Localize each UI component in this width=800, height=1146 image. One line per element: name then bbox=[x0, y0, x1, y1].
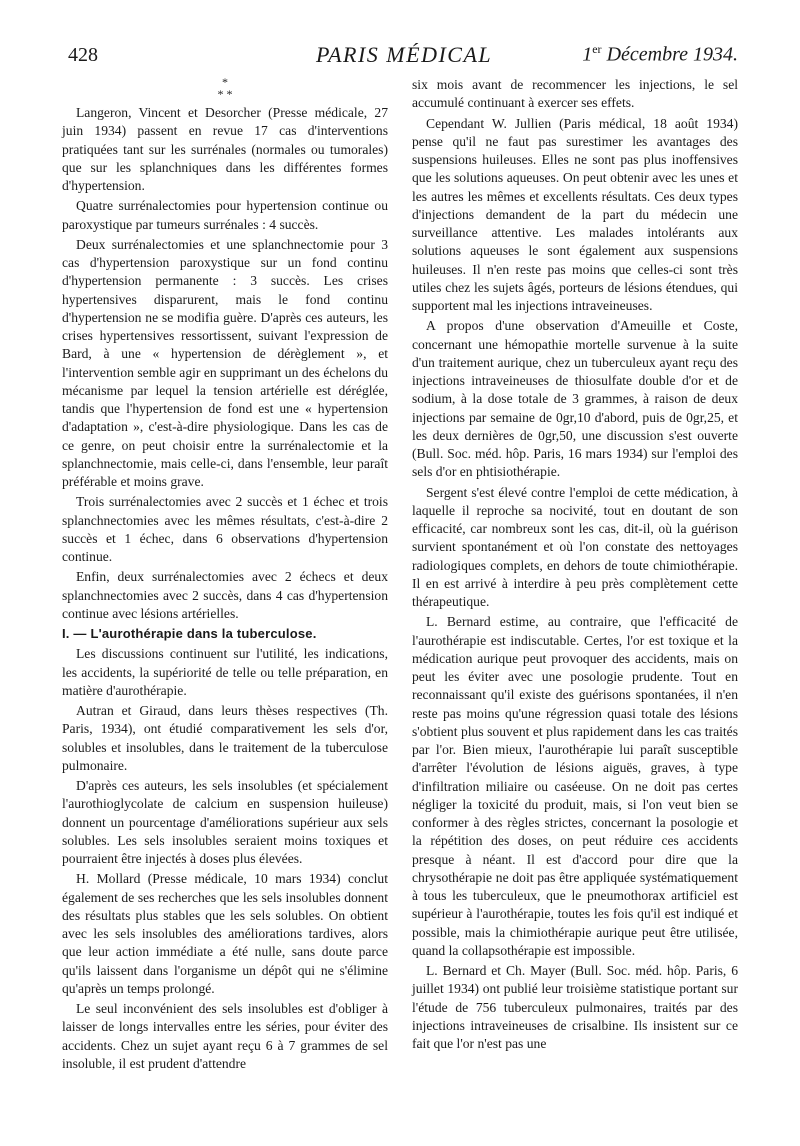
paragraph: Langeron, Vincent et Desorcher (Presse médicale, 27 juin 1934) passent en revue 17 cas d'interventions pratiquées tant sur les surrénales (normales ou tumorales) que sur les splanchniques dans les différentes formes d'hypertension. bbox=[62, 105, 388, 193]
right-column bbox=[412, 76, 738, 1053]
date-prefix: 1 bbox=[582, 43, 593, 66]
journal-title: PARIS MÉDICAL bbox=[316, 42, 493, 67]
paragraph: D'après ces auteurs, les sels insolubles (et spécialement l'aurothioglycolate de calcium en suspension huileuse) donnent un pourcentage d'améliorations supérieur aux sels solubles. Les sels insolubles seraient moins toxiques et pourraient être injectés à doses plus élevées. bbox=[62, 778, 388, 866]
paragraph: Sergent s'est élevé contre l'emploi de cette médication, à laquelle il reproche sa nocivité, tout en doutant de son efficacité, car nombreux sont les cas, dit-il, où la guérison survient spontanément et où l'on constate des nettoyages radiologiques complets, en dehors de toute chimiothérapie. Il en est arrivé à interdire à peu près complètement cette thérapeutique. bbox=[412, 484, 738, 609]
section-heading: I. — L'aurothérapie dans la tuberculose. bbox=[62, 626, 317, 641]
page-header bbox=[68, 38, 738, 72]
asterism-bottom: * * bbox=[217, 87, 233, 101]
date-rest: Décembre 1934. bbox=[601, 43, 738, 66]
paragraph: A propos d'une observation d'Ameuille et Coste, concernant une hémopathie mortelle survenue à la suite d'un traitement aurique, chez un tuberculeux ayant reçu des injections intraveineuses de thiosulfate double d'or et de sodium, à la dose totale de 3 grammes, à raison de deux injections par semaine de 0gr,10 d'abord, puis de 0gr,25, et les deux dernières de 0gr,50, une discussion s'est ouverte (Bull. Soc. méd. hôp. Paris, 16 mars 1934) sur l'emploi des sels d'or en phtisiothérapie. bbox=[412, 318, 738, 480]
section-asterism bbox=[62, 75, 388, 101]
paragraph: Enfin, deux surrénalectomies avec 2 échecs et deux splanchnectomies avec 2 succès, dans 4 cas d'hypertension continue avec lésions artérielles. bbox=[62, 569, 388, 621]
paragraph: H. Mollard (Presse médicale, 10 mars 1934) conclut également de ses recherches que les sels insolubles donnent des résultats plus stables que les sels solubles. On obtient avec les sels insolubles des améliorations tardives, alors que leur action immédiate a été nulle, sans doute parce qu'ils laissent dans l'organisme un dépôt qui ne s'élimine qu'après un temps prolongé. bbox=[62, 871, 388, 996]
issue-date bbox=[582, 42, 738, 67]
paragraph: Trois surrénalectomies avec 2 succès et 1 échec et trois splanchnectomies avec les mêmes résultats, c'est-à-dire 2 succès et 1 échec, dans 6 observations d'hypertension continue. bbox=[62, 494, 388, 564]
paragraph: Cependant W. Jullien (Paris médical, 18 août 1934) pense qu'il ne faut pas surestimer les avantages des suspensions huileuses. Elles ne sont pas plus inoffensives que les solutions aqueuses. On peut obtenir avec les unes et les autres les mêmes et excellents résultats. Ces deux types d'injections demandent de la part du médecin une surveillance attentive. Les malades intolérants aux solutions aqueuses le sont également aux suspensions huileuses. Il n'en reste pas moins que celles-ci sont très utiles chez les sujets âgés, porteurs de lésions étendues, qui supportent mal les injections intraveineuses. bbox=[412, 115, 738, 313]
paragraph: Quatre surrénalectomies pour hypertension continue ou paroxystique par tumeurs surrénales : 4 succès. bbox=[62, 198, 388, 232]
left-column bbox=[62, 76, 388, 1073]
paragraph: Les discussions continuent sur l'utilité, les indications, les accidents, la supériorité de telle ou telle préparation, en matière d'aurothérapie. bbox=[62, 646, 388, 698]
paragraph: Deux surrénalectomies et une splanchnectomie pour 3 cas d'hypertension paroxystique sur un fond continu d'hypertension permanente : 3 succès. Les crises hypertensives disparurent, mais le fond continu d'hypertension ne se modifia guère. D'après ces auteurs, les crises hypertensives ressortissent, suivant l'expression de Bard, à une « hypertension de dérèglement », et l'intervention semble agir en supprimant un des échelons du mécanisme par lequel la tension artérielle est déréglée, tandis que l'hypertension de fond est une « hypertension d'adaptation », c'est-à-dire physiologique. Dans les cas de ce genre, on peut choisir entre la surrénalectomie et la splanchnectomie, mais celle-ci, dans l'ensemble, leur paraît préférable et moins grave. bbox=[62, 236, 388, 489]
page-number: 428 bbox=[68, 44, 98, 66]
date-superscript: er bbox=[592, 42, 602, 56]
paragraph: Autran et Giraud, dans leurs thèses respectives (Th. Paris, 1934), ont étudié comparativement les sels d'or, solubles et insolubles, dans le traitement de la tuberculose pulmonaire. bbox=[62, 703, 388, 773]
paragraph-continued: six mois avant de recommencer les injections, le sel accumulé continuant à exercer ses effets. bbox=[412, 77, 738, 111]
asterism-top: * bbox=[222, 75, 228, 89]
paragraph: L. Bernard et Ch. Mayer (Bull. Soc. méd. hôp. Paris, 6 juillet 1934) ont publié leur troisième statistique portant sur l'étude de 756 tuberculeux pulmonaires, traités par des injections intraveineuses de crisalbine. Ils insistent sur ce fait que l'or n'est pas une bbox=[412, 963, 738, 1051]
paragraph: L. Bernard estime, au contraire, que l'efficacité de l'aurothérapie est indiscutable. Certes, l'or est toxique et la médication aurique peut provoquer des accidents, mais on peut les éviter avec une posologie prudente. Tout en reconnaissant qu'il existe des guérisons spontanées, il n'en reste pas moins qu'une régression quasi totale des lésions s'obtient plus souvent et plus rapidement dans les cas traités par l'or. Bien mieux, l'aurothérapie lui paraît susceptible d'arrêter l'évolution de lésions aiguës, graves, à type d'infiltration miliaire ou caséeuse. On ne doit pas certes négliger la toxicité du produit, mais, si l'on veut bien se conformer à des règles strictes, concernant la posologie et la répétition des doses, on peut réduire ces accidents presque à néant. Il est d'accord pour dire que la chrysothérapie ne doit pas être appliquée systématiquement à tous les tuberculeux, que le pneumothorax artificiel est supérieur à l'aurothérapie, toutes les fois qu'il est indiqué et possible, mais la chimiothérapie aurique peut être utilisée, quand la collapsothérapie est impossible. bbox=[412, 614, 738, 958]
paragraph: Le seul inconvénient des sels insolubles est d'obliger à laisser de longs intervalles entre les séries, pour éviter des accidents. Chez un sujet ayant reçu 6 à 7 grammes de sel insoluble, il est prudent d'attendre bbox=[62, 1001, 388, 1071]
